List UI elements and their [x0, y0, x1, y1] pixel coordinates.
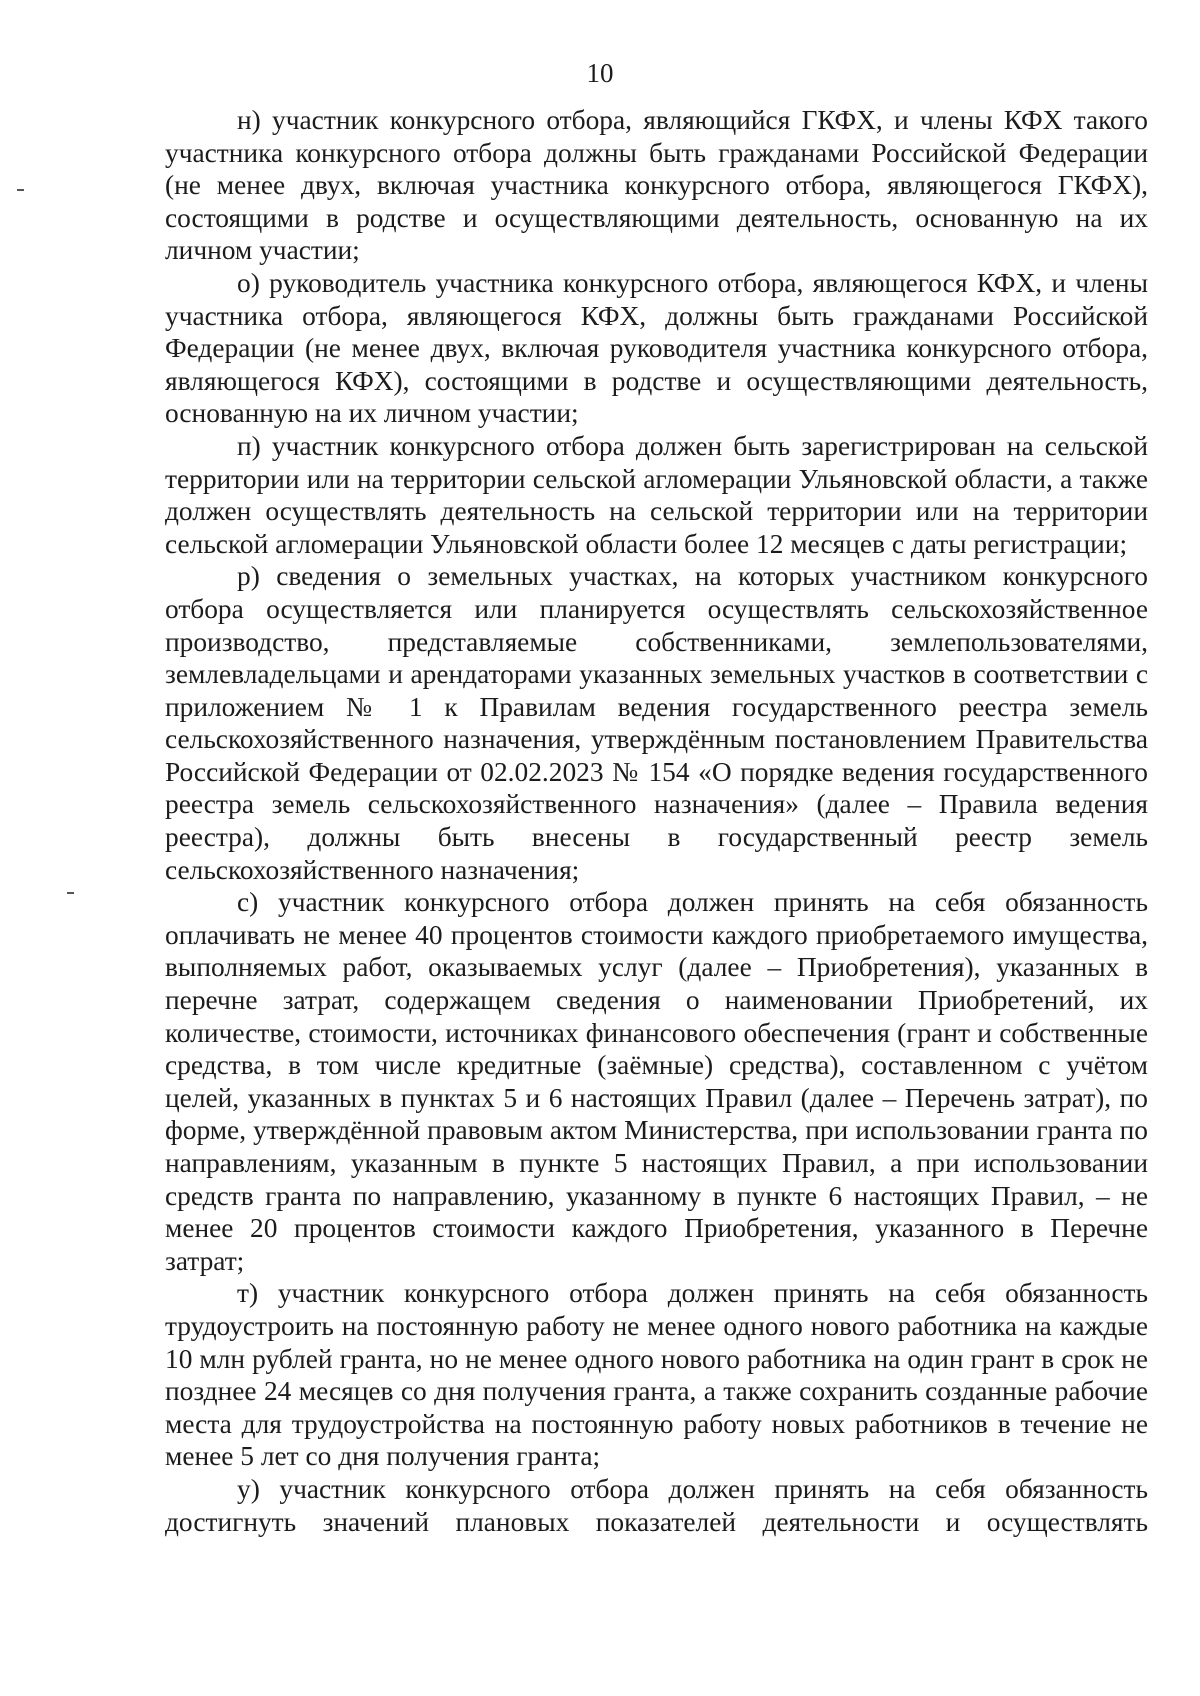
paragraph-r: р) сведения о земельных участках, на которых участником конкурсного отбора осуществляется или планируется осуществлять сельскохозяйственное производство, представляемые собственниками, землепользователями, землевладельцами и арендаторами указанных земельных участков в соответствии с приложением № 1 к Правилам ведения государственного реестра земель сельскохозяйственного назначения, утверждённым постановлением Правительства Российской Федерации от 02.02.2023 № 154 «О порядке ведения государственного реестра земель сельскохозяйственного назначения» (далее – Правила ведения реестра), должны быть внесены в государственный реестр земель сельскохозяйственного назначения; [165, 561, 1148, 885]
document-body [165, 104, 1148, 1538]
paragraph-t: т) участник конкурсного отбора должен принять на себя обязанность трудоустроить на постоянную работу не менее одного нового работника на каждые 10 млн рублей гранта, но не менее одного нового работника на один грант в срок не позднее 24 месяцев со дня получения гранта, а также сохранить созданные рабочие места для трудоустройства на постоянную работу новых работников в течение не менее 5 лет со дня получения гранта; [165, 1278, 1148, 1472]
paragraph-n: н) участник конкурсного отбора, являющийся ГКФХ, и члены КФХ такого участника конкурсного отбора должны быть гражданами Российской Федерации (не менее двух, включая участника конкурсного отбора, являющегося ГКФХ), состоящими в родстве и осуществляющими деятельность, основанную на их личном участии; [165, 105, 1148, 266]
margin-mark [17, 189, 24, 191]
paragraph-p: п) участник конкурсного отбора должен быть зарегистрирован на сельской территории или на территории сельской агломерации Ульяновской области, а также должен осуществлять деятельность на сельской территории или на территории сельской агломерации Ульяновской области более 12 месяцев с даты регистрации; [165, 430, 1148, 559]
margin-mark [67, 892, 74, 894]
paragraph-o: о) руководитель участника конкурсного отбора, являющегося КФХ, и члены участника отбора, являющегося КФХ, должны быть гражданами Российской Федерации (не менее двух, включая руководителя участника конкурсного отбора, являющегося КФХ), состоящими в родстве и осуществляющими деятельность, основанную на их личном участии; [165, 267, 1148, 429]
paragraph-s: с) участник конкурсного отбора должен принять на себя обязанность оплачивать не менее 40 процентов стоимости каждого приобретаемого имущества, выполняемых работ, оказываемых услуг (далее – Приобретения), указанных в перечне затрат, содержащем сведения о наименовании Приобретений, их количестве, стоимости, источниках финансового обеспечения (грант и собственные средства, в том числе кредитные (заёмные) средства), составленном с учётом целей, указанных в пунктах 5 и 6 настоящих Правил (далее – Перечень затрат), по форме, утверждённой правовым актом Министерства, при использовании гранта по направлениям, указанным в пункте 5 настоящих Правил, а при использовании средств гранта по направлению, указанному в пункте 6 настоящих Правил, – не менее 20 процентов стоимости каждого Приобретения, указанного в Перечне затрат; [165, 887, 1148, 1276]
page-number: 10 [586, 58, 614, 88]
paragraph-u: у) участник конкурсного отбора должен принять на себя обязанность достигнуть значений плановых показателей деятельности и осуществлять [165, 1473, 1148, 1537]
